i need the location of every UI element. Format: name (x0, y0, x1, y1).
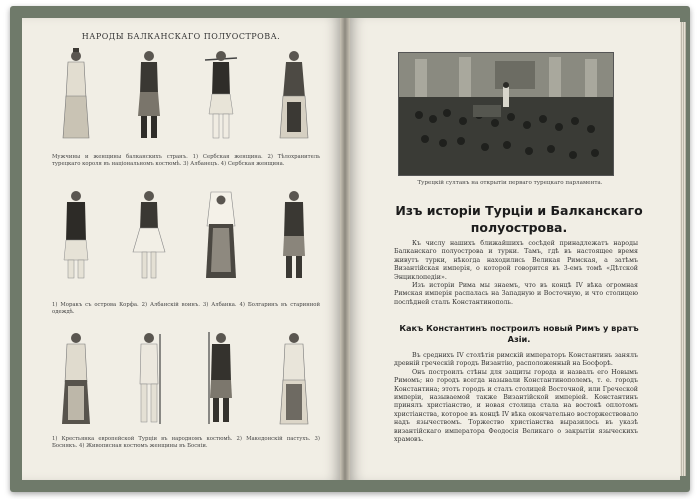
costume-figure (268, 186, 320, 282)
paragraph: Онъ построилъ стѣны для защиты города и назвалъ его Новымъ Римомъ; но городъ всегда называли Константинополемъ, т. е. городъ Константина; этотъ городъ и сталъ столицей Восточной, или Греческой имперіи, называемой также Византійской имперіей. Константинъ принялъ христіанство, и новая столица стала на востокѣ оплотомъ христіанства, которое въ концѣ IV вѣка окончательно восторжествовало надъ язычествомъ. Торжество христіанства выразилось въ указѣ византійскаго императора Феодосія Великаго о закрытіи языческихъ храмовъ. (394, 368, 638, 444)
costume-figure (50, 46, 102, 142)
body-text-2 (394, 352, 638, 444)
costume-figure (123, 186, 175, 282)
costume-figure (50, 186, 102, 282)
parliament-photo (398, 52, 614, 176)
left-page-title: НАРОДЫ БАЛКАНСКАГО ПОЛУОСТРОВА. (81, 32, 281, 41)
right-page (350, 18, 680, 480)
paragraph: Въ среднихъ IV столѣтія римскій императоръ Константинъ занялъ древній греческій городъ Византію, расположенный на Босфорѣ. (394, 352, 638, 368)
costume-figure (195, 186, 247, 282)
paragraph: Къ числу нашихъ ближайшихъ сосѣдей принадлежатъ народы Балканскаго полуострова и турки. Тамъ, гдѣ въ настоящее время живутъ турки, нѣкогда находились Великая Римская, а затѣмъ Византійская имперія, о которой говорится въ 3-емъ томѣ «Дѣтской Энциклопедіи». (394, 240, 638, 281)
photo-caption: Турецкій султанъ на открытіи перваго турецкаго парламента. (417, 180, 603, 186)
section-subheading: Какъ Константинъ построилъ новый Римъ у вратъ Азіи. (399, 323, 639, 344)
page-edges (680, 22, 686, 476)
costume-figure (50, 328, 102, 428)
costume-figure (123, 46, 175, 142)
figure-row-3 (50, 328, 320, 428)
chapter-heading: Изъ исторіи Турціи и Балканскаго полуострова. (395, 203, 643, 235)
book-gutter (340, 18, 350, 480)
costume-figure (195, 328, 247, 428)
figure-caption-1: Мужчины и женщины балканскихъ странъ. 1) Сербская женщина. 2) Тѣлохранитель турецкаго короля въ національномъ костюмѣ. 3) Албанецъ. 4) Сербская женщина. (52, 154, 320, 167)
costume-figure (268, 46, 320, 142)
paragraph: Изъ исторіи Рима мы знаемъ, что въ концѣ IV вѣка огромная Римская имперія распалась на Западную и Восточную, и что столицею послѣдней сталъ Константинополь. (394, 282, 638, 306)
body-text-1 (394, 240, 638, 307)
figure-caption-3: 1) Крестьянка европейской Турціи въ народномъ костюмѣ. 2) Македонскій пастухъ. 3) Боснякъ. 4) Живописная костюмъ женщины въ Босніи. (52, 436, 320, 449)
figure-row-2 (50, 186, 320, 282)
costume-figure (195, 46, 247, 142)
costume-figure (268, 328, 320, 428)
figure-caption-2: 1) Моракъ съ острова Корфа. 2) Албанскій воинъ. 3) Албанка. 4) Болгаринъ въ старинной одеждѣ. (52, 302, 320, 315)
left-page (22, 18, 340, 480)
figure-row-1 (50, 46, 320, 142)
costume-figure (123, 328, 175, 428)
